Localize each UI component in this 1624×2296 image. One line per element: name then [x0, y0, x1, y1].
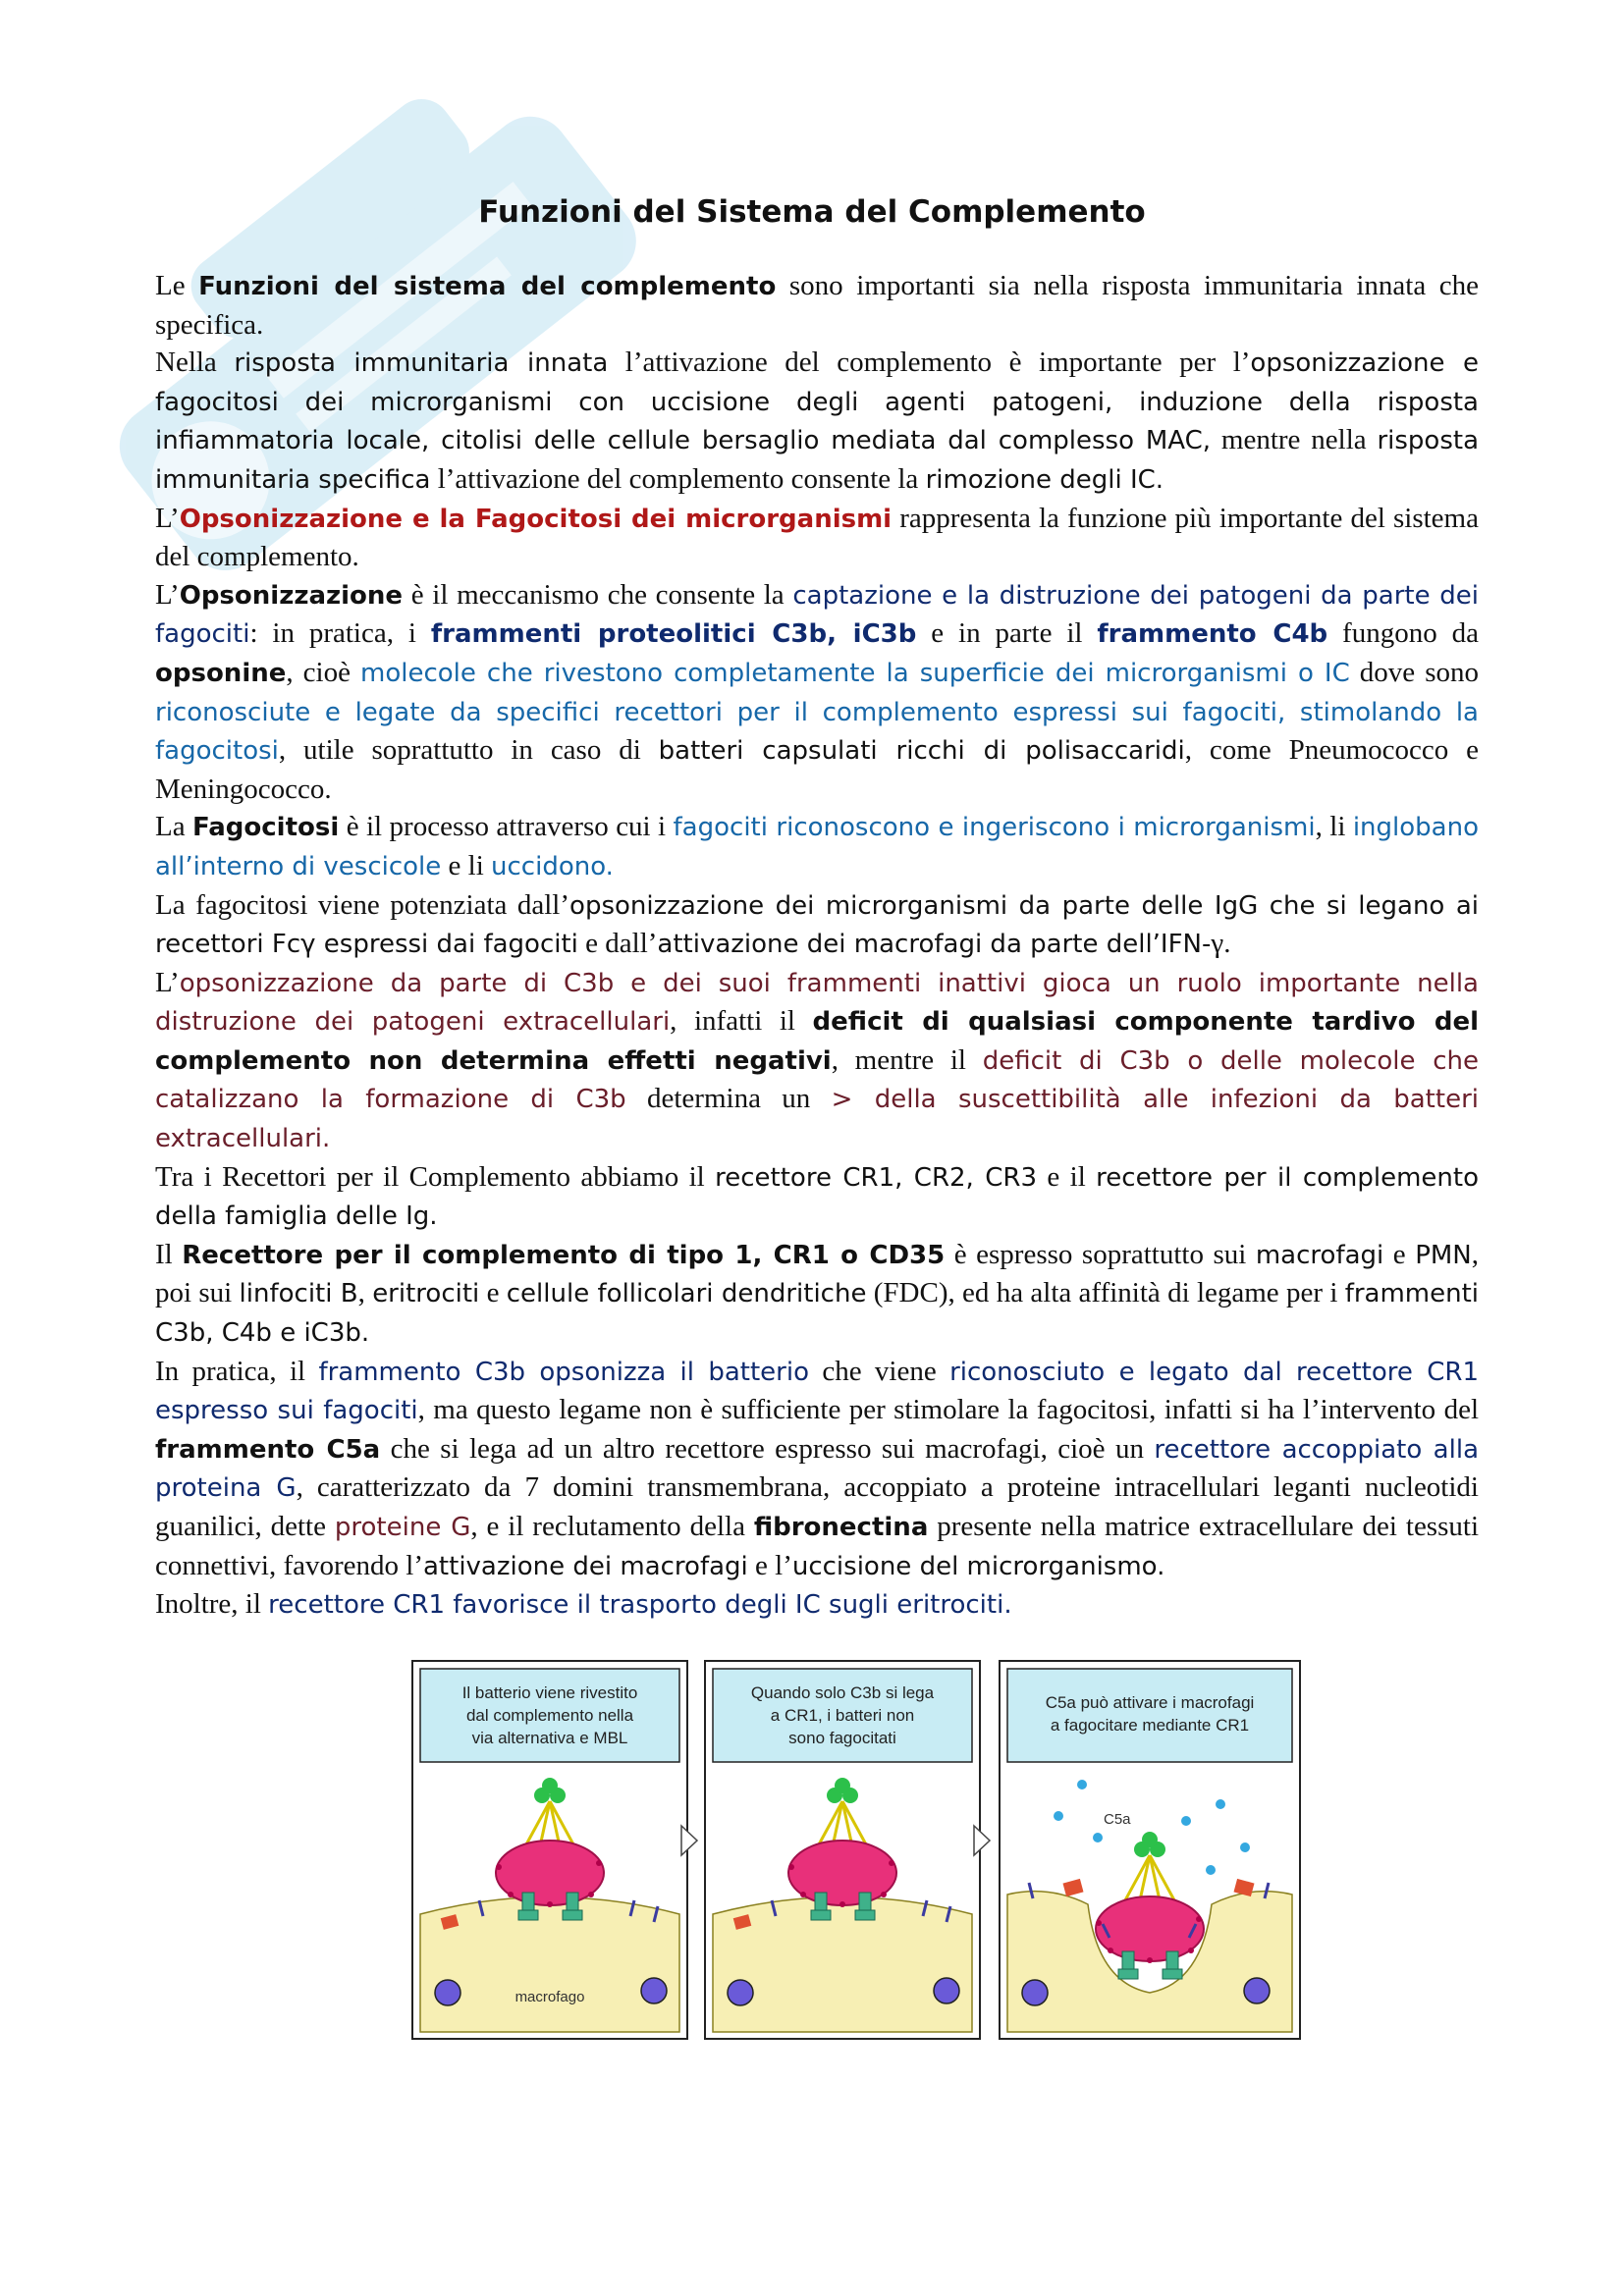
panel3-caption-line2: a fagocitare mediante CR1 — [1050, 1716, 1250, 1735]
document-body — [155, 267, 1479, 1625]
panel3-caption-line1: C5a può attivare i macrofagi — [1045, 1693, 1255, 1712]
panel2-caption-line2: a CR1, i batteri non — [770, 1706, 915, 1725]
paragraph-9: Il Recettore per il complemento di tipo 1, CR1 o CD35 è espresso soprattutto sui macrofagi e PMN, poi sui linfociti B, eritrociti e cellule follicolari dendritiche (FDC), ed ha alta affinità di legame per i frammenti C3b, C4b e iC3b. — [155, 1238, 1480, 1349]
paragraph-8: Tra i Recettori per il Complemento abbiamo il recettore CR1, CR2, CR3 e il recettore per il complemento della famiglia delle Ig. — [155, 1160, 1479, 1232]
panel2-caption-line1: Quando solo C3b si lega — [750, 1683, 935, 1702]
paragraph-1: Le Funzioni del sistema del complemento sono importanti sia nella risposta immunitaria innata che specifica. — [155, 270, 1480, 341]
figure-panel-2 — [705, 1661, 980, 2039]
macrophage-cell — [420, 1897, 679, 2033]
paragraph-5: La Fagocitosi è il processo attraverso cui i fagociti riconoscono e ingeriscono i microrganismi, li inglobano all’interno di vescicole e li uccidono. — [155, 811, 1479, 881]
panel1-caption-line2: dal complemento nella — [465, 1706, 634, 1725]
paragraph-4: L’Opsonizzazione è il meccanismo che consente la captazione e la distruzione dei patogeni da parte dei fagociti: in pratica, i frammenti proteolitici C3b, iC3b e in parte il frammento C4b fungono da opsonine, cioè molecole che rivestono completamente la superficie dei microrganismi o IC dove sono riconosciute e legate da specifici recettori per il complemento espressi sui fagociti, stimolando la fagocitosi, utile soprattutto in caso di batteri capsulati ricchi di polisaccaridi, come Pneumococco e Meningococco. — [155, 578, 1480, 805]
figure-panel-3 — [1000, 1661, 1300, 2039]
panel1-caption-line1: Il batterio viene rivestito — [461, 1683, 638, 1702]
c5a-icon — [1077, 1780, 1087, 1789]
panel1-caption-line3: via alternativa e MBL — [471, 1729, 628, 1747]
paragraph-11: Inoltre, il recettore CR1 favorisce il trasporto degli IC sugli eritrociti. — [155, 1588, 1012, 1621]
panel2-caption-line3: sono fagocitati — [788, 1729, 896, 1747]
paragraph-7: L’opsonizzazione da parte di C3b e dei suoi frammenti inattivi gioca un ruolo importante nella distruzione dei patogeni extracellulari, infatti il deficit di qualsiasi componente tardivo del complemento non determina effetti negativi, mentre il deficit di C3b o delle molecole che catalizzano la formazione di C3b determina un > della suscettibilità alle infezioni da batteri extracellulari. — [155, 966, 1479, 1154]
arrow-icon — [681, 1826, 697, 1855]
page-title: Funzioni del Sistema del Complemento — [478, 194, 1146, 230]
paragraph-6: La fagocitosi viene potenziata dall’opsonizzazione dei microrganismi da parte delle IgG che si legano ai recettori Fcγ espressi dai fagociti e dall’attivazione dei macrofagi da parte dell’IFN-γ. — [155, 888, 1479, 960]
paragraph-3: L’Opsonizzazione e la Fagocitosi dei microrganismi rappresenta la funzione più importante del sistema del complemento. — [155, 502, 1479, 573]
paragraph-2: Nella risposta immunitaria innata l’attivazione del complemento è importante per l’opsonizzazione e fagocitosi dei microrganismi con uccisione degli agenti patogeni, induzione della risposta infiammatoria locale, citolisi delle cellule bersaglio mediata dal complesso MAC, mentre nella risposta immunitaria specifica l’attivazione del complemento consente la rimozione degli IC. — [155, 347, 1480, 495]
paragraph-10: In pratica, il frammento C3b opsonizza il batterio che viene riconosciuto e legato dal recettore CR1 espresso sui fagociti, ma questo legame non è sufficiente per stimolare la fagocitosi, infatti si ha l’intervento del frammento C5a che si lega ad un altro recettore espresso sui macrofagi, cioè un recettore accoppiato alla proteina G, caratterizzato da 7 domini transmembrana, accoppiato a proteine intracellulari leganti nucleotidi guanilici, dette proteine G, e il reclutamento della fibronectina presente nella matrice extracellulare dei tessuti connettivi, favorendo l’attivazione dei macrofagi e l’uccisione del microrganismo. — [155, 1355, 1479, 1581]
figure-panel-1 — [412, 1661, 687, 2039]
c5a-label: C5a — [1104, 1811, 1131, 1828]
complement-phagocytosis-figure — [410, 1659, 1304, 2042]
macrophage-label: macrofago — [514, 1989, 585, 2005]
